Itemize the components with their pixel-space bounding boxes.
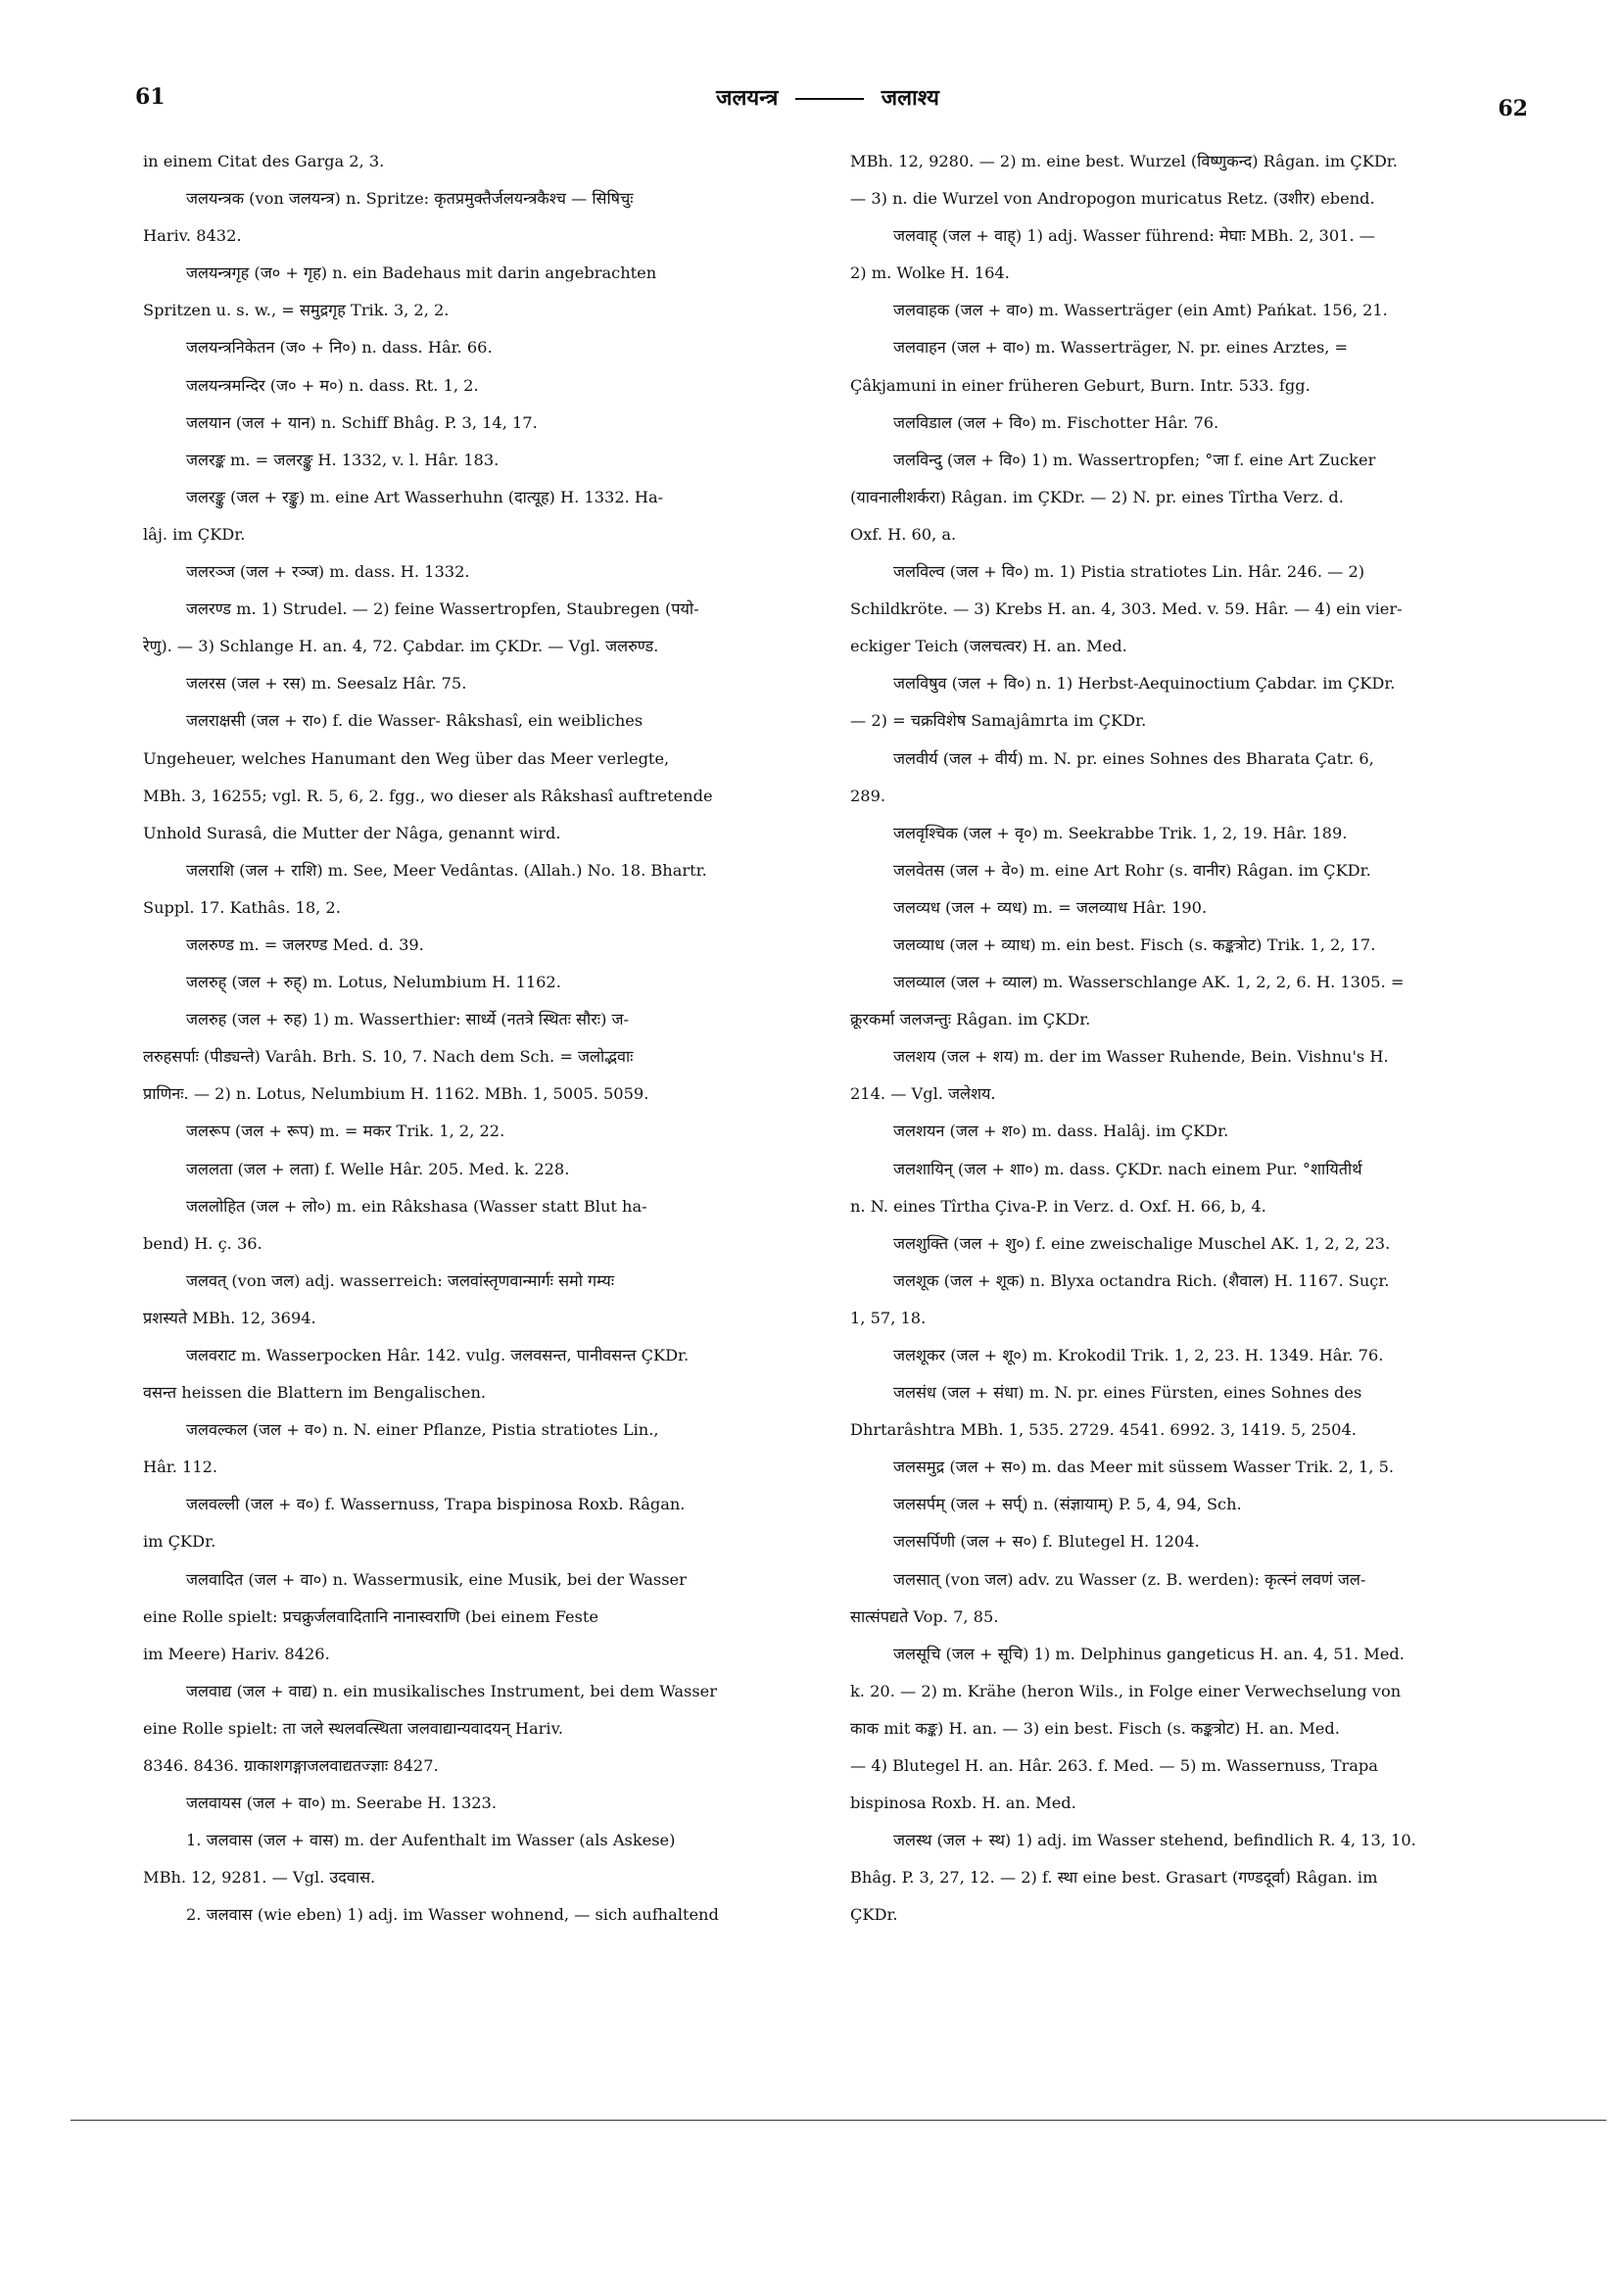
entry-line: Schildkröte. — 3) Krebs H. an. 4, 303. Med. v. 59. Hâr. — 4) ein vier- <box>850 599 1403 619</box>
entry-line: in einem Citat des Garga 2, 3. <box>143 152 385 170</box>
entry-line: — 3) n. die Wurzel von Andropogon muricatus Retz. (उशीर) ebend. <box>850 189 1375 209</box>
entry-line: जलराक्षसी (जल + रा०) f. die Wasser- Râkshasî, ein weibliches <box>186 711 644 731</box>
entry-line: im Meere) Hariv. 8426. <box>143 1644 330 1663</box>
entry-line: जलवल्ली (जल + व०) f. Wassernuss, Trapa bispinosa Roxb. Râgan. <box>186 1495 686 1514</box>
entry-line: जलसंध (जल + संधा) m. N. pr. eines Fürsten, eines Sohnes des <box>893 1383 1362 1403</box>
entry-line: Dhrtarâshtra MBh. 1, 535. 2729. 4541. 6992. 3, 1419. 5, 2504. <box>850 1420 1357 1440</box>
entry-line: MBh. 12, 9280. — 2) m. eine best. Wurzel (विष्णुकन्द) Râgan. im ÇKDr. <box>850 152 1398 170</box>
entry-line: जलरुह (जल + रुह) 1) m. Wasserthier: सार्ध्ये (नतत्रे स्थितः सौरः) ज- <box>186 1010 630 1029</box>
entry-line: जलस्थ (जल + स्थ) 1) adj. im Wasser stehend, befindlich R. 4, 13, 10. <box>893 1831 1416 1850</box>
entry-line: जलरुह् (जल + रुह्) m. Lotus, Nelumbium H. 1162. <box>186 973 561 992</box>
entry-line: eine Rolle spielt: ता जले स्थलवत्स्थिता जलवाद्यान्यवादयन् Hariv. <box>143 1718 563 1738</box>
entry-line: Bhâg. P. 3, 27, 12. — 2) f. स्था eine best. Grasart (गण्डदूर्वा) Râgan. im <box>850 1868 1378 1888</box>
entry-line: जलवाहक (जल + वा०) m. Wasserträger (ein Amt) Pańkat. 156, 21. <box>893 301 1388 320</box>
entry-line: Çâkjamuni in einer früheren Geburt, Burn. Intr. 533. fgg. <box>850 375 1311 395</box>
entry-line: Spritzen u. s. w., = समुद्रगृह Trik. 3, 2, 2. <box>143 301 450 320</box>
entry-line: क्रूरकर्मा जलजन्तुः Râgan. im ÇKDr. <box>850 1010 1091 1029</box>
page-number-right: 62 <box>1498 96 1528 121</box>
entry-line: जलवादित (जल + वा०) n. Wassermusik, eine Musik, bei der Wasser <box>186 1569 687 1589</box>
entry-line: जलव्याध (जल + व्याध) m. ein best. Fisch (s. कङ्कत्रोट) Trik. 1, 2, 17. <box>893 934 1376 954</box>
entry-line: जलवायस (जल + वा०) m. Seerabe H. 1323. <box>186 1794 497 1813</box>
entry-line: जलरुण्ड m. = जलरण्ड Med. d. 39. <box>186 934 424 954</box>
entry-line: — 2) = चक्रविशेष Samajâmrta im ÇKDr. <box>850 711 1147 731</box>
entry-line: जलशुक्ति (जल + शु०) f. eine zweischalige Muschel AK. 1, 2, 2, 23. <box>893 1233 1391 1253</box>
entry-line: जलवाह् (जल + वाह्) 1) adj. Wasser führend: मेघाः MBh. 2, 301. — <box>893 226 1375 246</box>
running-head-right: जलाश्य <box>881 85 939 111</box>
entry-line: जललोहित (जल + लो०) m. ein Râkshasa (Wasser statt Blut ha- <box>186 1196 647 1216</box>
running-head <box>127 82 1528 112</box>
entry-line: 1, 57, 18. <box>850 1308 927 1327</box>
entry-line: जलशयन (जल + श०) m. dass. Halâj. im ÇKDr. <box>893 1122 1229 1141</box>
entry-line: काक mit कङ्क) H. an. — 3) ein best. Fisch (s. कङ्कत्रोट) H. an. Med. <box>850 1718 1340 1738</box>
entry-line: प्राणिनः. — 2) n. Lotus, Nelumbium H. 1162. MBh. 1, 5005. 5059. <box>143 1084 649 1104</box>
entry-line: Hâr. 112. <box>143 1458 218 1477</box>
entry-line: Unhold Surasâ, die Mutter der Nâga, genannt wird. <box>143 823 561 842</box>
entry-line: 1. जलवास (जल + वास) m. der Aufenthalt im Wasser (als Askese) <box>186 1831 676 1850</box>
entry-line: जलयन्त्रनिकेतन (ज० + नि०) n. dass. Hâr. 66. <box>186 338 493 358</box>
entry-line: लरुहसर्पाः (पीड्यन्ते) Varâh. Brh. S. 10, 7. Nach dem Sch. = जलोद्भवाः <box>143 1047 634 1067</box>
entry-line: n. N. eines Tîrtha Çiva-P. in Verz. d. Oxf. H. 66, b, 4. <box>850 1196 1266 1216</box>
entry-line: जलसात् (von जल) adv. zu Wasser (z. B. werden): कृत्स्नं लवणं जल- <box>893 1569 1366 1589</box>
entry-line: bispinosa Roxb. H. an. Med. <box>850 1794 1076 1813</box>
entry-line: k. 20. — 2) m. Krähe (heron Wils., in Folge einer Verwechselung von <box>850 1681 1402 1700</box>
entry-line: जलविन्दु (जल + वि०) 1) m. Wassertropfen; °जा f. eine Art Zucker <box>893 450 1376 469</box>
entry-line: जलरूप (जल + रूप) m. = मकर Trik. 1, 2, 22. <box>186 1122 505 1141</box>
entry-line: जलसर्पिणी (जल + स०) f. Blutegel H. 1204. <box>893 1532 1200 1552</box>
entry-line: जलवत् (von जल) adj. wasserreich: जलवांस्तृणवान्मार्गः समो गम्यः <box>186 1270 615 1290</box>
page-header <box>127 76 1528 135</box>
entry-line: जलयन्त्रमन्दिर (ज० + म०) n. dass. Rt. 1, 2. <box>186 375 479 395</box>
entry-line: 2) m. Wolke H. 164. <box>850 263 1010 283</box>
entry-line: जलरञ्ज (जल + रञ्ज) m. dass. H. 1332. <box>186 562 470 582</box>
entry-line: जललता (जल + लता) f. Welle Hâr. 205. Med. k. 228. <box>186 1159 570 1178</box>
entry-line: जलसूचि (जल + सूचि) 1) m. Delphinus gangeticus H. an. 4, 51. Med. <box>893 1644 1405 1663</box>
entry-line: MBh. 12, 9281. — Vgl. उदवास. <box>143 1868 376 1888</box>
entry-line: जलयान (जल + यान) n. Schiff Bhâg. P. 3, 14, 17. <box>186 412 538 432</box>
entry-line: जलयन्त्रगृह (ज० + गृह) n. ein Badehaus mit darin angebrachten <box>186 263 657 283</box>
entry-line: जलराशि (जल + राशि) m. See, Meer Vedântas. (Allah.) No. 18. Bhartr. <box>186 860 707 880</box>
entry-line: 2. जलवास (wie eben) 1) adj. im Wasser wohnend, — sich aufhaltend <box>186 1905 719 1925</box>
entry-line: eine Rolle spielt: प्रचक्रुर्जलवादितानि नानास्वराणि (bei einem Feste <box>143 1606 598 1626</box>
entry-line: जलवराट m. Wasserpocken Hâr. 142. vulg. जलवसन्त, पानीवसन्त ÇKDr. <box>186 1346 690 1364</box>
entry-line: जलशायिन् (जल + शा०) m. dass. ÇKDr. nach einem Pur. °शायितीर्थ <box>893 1159 1362 1178</box>
entry-line: प्रशस्यते MBh. 12, 3694. <box>143 1308 316 1327</box>
entry-line: जलव्यध (जल + व्यध) m. = जलव्याध Hâr. 190. <box>893 897 1208 917</box>
entry-line: जलशूकर (जल + शू०) m. Krokodil Trik. 1, 2, 23. H. 1349. Hâr. 76. <box>893 1346 1384 1364</box>
page-number-left: 61 <box>135 84 166 110</box>
entry-line: जलरङ्क m. = जलरङ्कु H. 1332, v. l. Hâr. 183. <box>186 450 500 469</box>
entry-line: — 4) Blutegel H. an. Hâr. 263. f. Med. — 5) m. Wassernuss, Trapa <box>850 1756 1378 1776</box>
entry-line: ÇKDr. <box>850 1905 898 1925</box>
entry-line: 214. — Vgl. जलेशय. <box>850 1084 996 1104</box>
running-head-dash <box>795 98 864 100</box>
entry-line: eckiger Teich (जलचत्वर) H. an. Med. <box>850 637 1127 656</box>
entry-line: Suppl. 17. Kathâs. 18, 2. <box>143 897 341 917</box>
entry-line: जलविल्व (जल + वि०) m. 1) Pistia stratiotes Lin. Hâr. 246. — 2) <box>893 562 1365 582</box>
entry-line: 289. <box>850 786 886 805</box>
right-column <box>850 143 1528 1935</box>
entry-line: जलवल्कल (जल + व०) n. N. einer Pflanze, Pistia stratiotes Lin., <box>186 1420 659 1440</box>
footer-rule <box>71 2120 1606 2121</box>
entry-line: सात्संपद्यते Vop. 7, 85. <box>850 1606 999 1626</box>
entry-line: Oxf. H. 60, a. <box>850 524 957 544</box>
entry-line: जलसमुद्र (जल + स०) m. das Meer mit süssem Wasser Trik. 2, 1, 5. <box>893 1458 1395 1477</box>
entry-line: Hariv. 8432. <box>143 226 242 246</box>
entry-line: जलरस (जल + रस) m. Seesalz Hâr. 75. <box>186 674 467 694</box>
entry-line: जलवेतस (जल + वे०) m. eine Art Rohr (s. वानीर) Râgan. im ÇKDr. <box>893 860 1371 880</box>
entry-line: जलयन्त्रक (von जलयन्त्र) n. Spritze: कृतप्रमुक्तैर्जलयन्त्रकैश्च — सिषिचुः <box>186 189 634 209</box>
entry-line: जलसर्पम् (जल + सर्प्) n. (संज्ञायाम्) P. 5, 4, 94, Sch. <box>893 1495 1242 1514</box>
entry-line: जलशूक (जल + शूक) n. Blyxa octandra Rich. (शैवाल) H. 1167. Suçr. <box>893 1270 1390 1290</box>
entry-line: im ÇKDr. <box>143 1532 216 1552</box>
entry-line: bend) H. ç. 36. <box>143 1233 262 1253</box>
entry-line: lâj. im ÇKDr. <box>143 524 246 544</box>
entry-line: जलरङ्कु (जल + रङ्कु) m. eine Art Wasserhuhn (दात्यूह) H. 1332. Ha- <box>186 487 664 506</box>
entry-line: जलवाहन (जल + वा०) m. Wasserträger, N. pr. eines Arztes, = <box>893 338 1349 358</box>
entry-line: जलरण्ड m. 1) Strudel. — 2) feine Wassertropfen, Staubregen (पयो- <box>186 599 699 619</box>
entry-line: जलवाद्य (जल + वाद्य) n. ein musikalisches Instrument, bei dem Wasser <box>186 1681 717 1700</box>
entry-line: MBh. 3, 16255; vgl. R. 5, 6, 2. fgg., wo dieser als Râkshasî auftretende <box>143 786 713 805</box>
entry-line: 8346. 8436. ग्राकाशगङ्गाजलवाद्यतज्ज्ञाः 8427. <box>143 1756 439 1776</box>
running-head-left: जलयन्त्र <box>716 85 779 111</box>
entry-line: जलवृश्चिक (जल + वृ०) m. Seekrabbe Trik. 1, 2, 19. Hâr. 189. <box>893 823 1348 842</box>
left-column <box>143 143 815 1935</box>
entry-line: रेणु). — 3) Schlange H. an. 4, 72. Çabdar. im ÇKDr. — Vgl. जलरुण्ड. <box>143 637 659 656</box>
entry-line: (यावनालीशर्करा) Râgan. im ÇKDr. — 2) N. pr. eines Tîrtha Verz. d. <box>850 487 1344 506</box>
entry-line: जलवीर्य (जल + वीर्य) m. N. pr. eines Sohnes des Bharata Çatr. 6, <box>893 748 1374 768</box>
entry-line: वसन्त heissen die Blattern im Bengalischen. <box>143 1383 487 1403</box>
entry-line: Ungeheuer, welches Hanumant den Weg über das Meer verlegte, <box>143 748 670 768</box>
entry-line: जलविषुव (जल + वि०) n. 1) Herbst-Aequinoctium Çabdar. im ÇKDr. <box>893 674 1396 694</box>
entry-line: जलविडाल (जल + वि०) m. Fischotter Hâr. 76. <box>893 412 1219 432</box>
entry-line: जलशय (जल + शय) m. der im Wasser Ruhende, Bein. Vishnu's H. <box>893 1047 1389 1067</box>
entry-line: जलव्याल (जल + व्याल) m. Wasserschlange AK. 1, 2, 2, 6. H. 1305. = <box>893 973 1405 992</box>
